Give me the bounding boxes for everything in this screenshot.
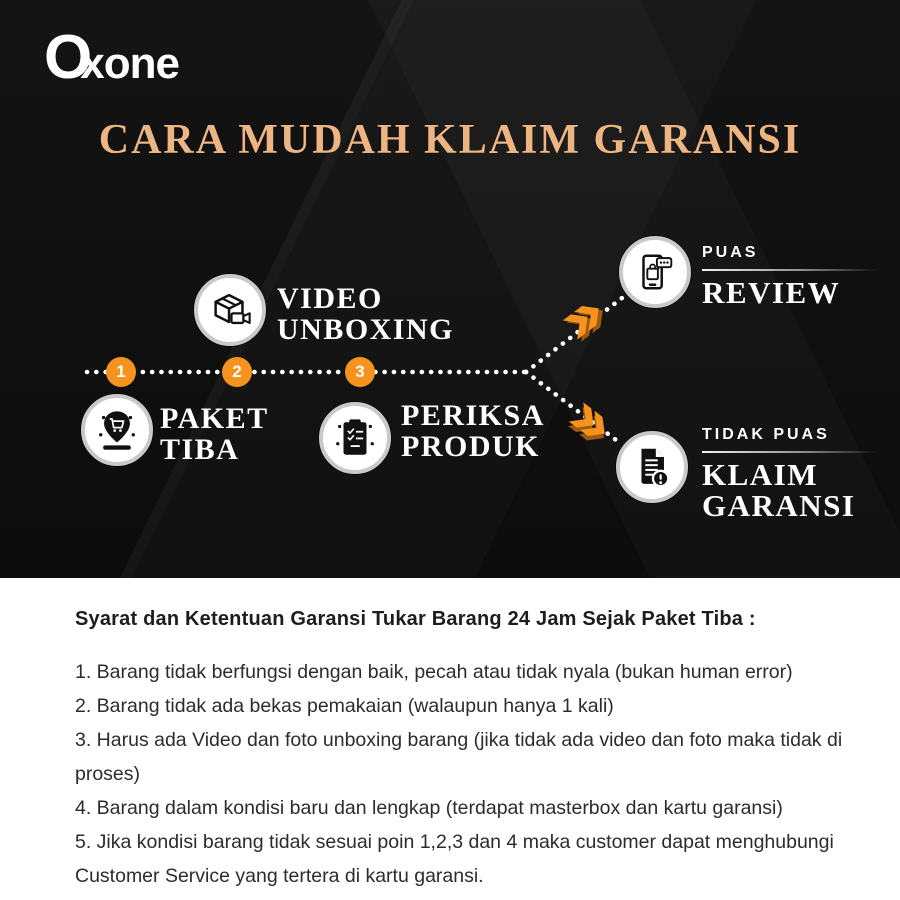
terms-list [75, 655, 852, 893]
klaim-garansi-icon-circle [616, 431, 688, 503]
klaim-garansi-label: KLAIM GARANSI [702, 457, 856, 523]
tidak-puas-label: TIDAK PUAS [702, 426, 830, 443]
package-arrived-pin-cart-icon [94, 407, 140, 453]
step-paket-tiba-label: PAKET TIBA [160, 402, 269, 466]
oxone-logo-text: xone [80, 39, 179, 88]
arrow-up-icon [563, 298, 610, 343]
terms-section [0, 578, 900, 900]
periksa-produk-icon-circle [319, 402, 391, 474]
review-label: REVIEW [702, 275, 841, 310]
warranty-claim-document-icon [629, 444, 675, 490]
step-2-badge: 2 [222, 357, 252, 387]
puas-label: PUAS [702, 244, 759, 261]
step-3-badge: 3 [345, 357, 375, 387]
page-title: CARA MUDAH KLAIM GARANSI [98, 117, 802, 163]
tidak-puas-underline [702, 451, 878, 453]
video-unboxing-icon-circle [194, 274, 266, 346]
puas-underline [702, 269, 878, 271]
terms-heading: Syarat dan Ketentuan Garansi Tukar Barang 24 Jam Sejak Paket Tiba : [75, 608, 756, 630]
outcome-tidak-puas [702, 426, 878, 521]
review-icon-circle [619, 236, 691, 308]
paket-tiba-icon-circle [81, 394, 153, 466]
unboxing-box-video-camera-icon [207, 287, 253, 333]
oxone-logo-o: O [44, 23, 91, 92]
terms-item-5: 5. Jika kondisi barang tidak sesuai poin 1,2,3 dan 4 maka customer dapat menghubungi Customer Service yang tertera di kartu garansi. [75, 831, 834, 887]
terms-item-3: 3. Harus ada Video dan foto unboxing barang (jika tidak ada video dan foto maka tidak di proses) [75, 729, 843, 785]
terms-item-4: 4. Barang dalam kondisi baru dan lengkap (terdapat masterbox dan kartu garansi) [75, 797, 783, 819]
step-video-unboxing-label: VIDEO UNBOXING [277, 282, 455, 346]
terms-item-2: 2. Barang tidak ada bekas pemakaian (walaupun hanya 1 kali) [75, 695, 614, 717]
checklist-clipboard-icon [332, 415, 378, 461]
arrow-down-icon [566, 402, 613, 447]
phone-review-chat-bag-icon [632, 249, 678, 295]
terms-item-1: 1. Barang tidak berfungsi dengan baik, pecah atau tidak nyala (bukan human error) [75, 661, 793, 683]
step-1-badge: 1 [106, 357, 136, 387]
oxone-logo [44, 22, 179, 93]
outcome-puas [702, 244, 878, 308]
step-periksa-produk-label: PERIKSA PRODUK [401, 399, 545, 463]
